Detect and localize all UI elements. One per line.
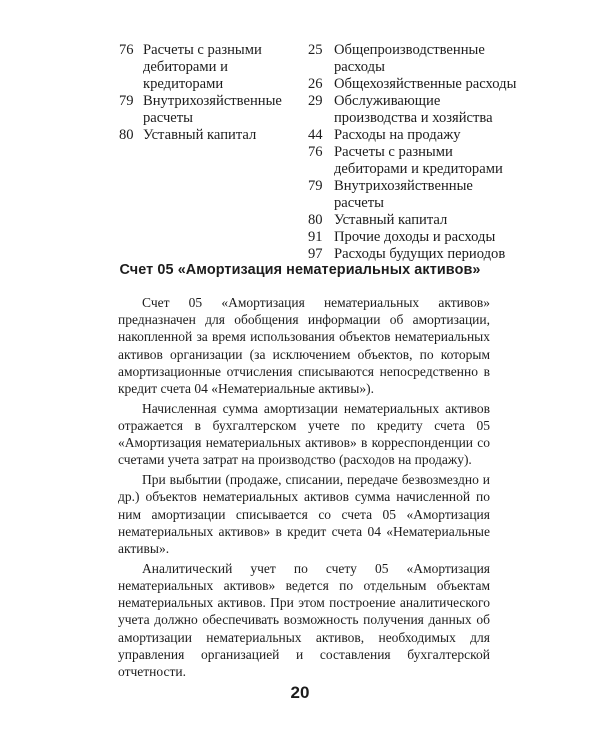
- account-entry: [308, 246, 518, 263]
- account-entry: [308, 178, 518, 212]
- account-entry: [308, 144, 518, 178]
- account-number: 91: [308, 229, 323, 245]
- account-entry: [119, 127, 309, 144]
- paragraph: Начисленная сумма амортизации нематериальных активов отражается в бухгалтерском учете по кредиту счета 05 «Амортизация нематериальных активов» в корреспонденции со счетами учета затрат на производство (расходов на продажу).: [118, 400, 490, 468]
- account-entry: [308, 76, 518, 93]
- account-name: Расчеты с разными дебиторами и кредиторами: [143, 42, 262, 92]
- account-list-left: [119, 42, 309, 144]
- account-name: Расходы на продажу: [334, 127, 461, 143]
- account-number: 97: [308, 246, 323, 262]
- account-name: Прочие доходы и расходы: [334, 229, 496, 245]
- paragraph: Аналитический учет по счету 05 «Амортизация нематериальных активов» ведется по отдельным объектам нематериальных активов. При этом построение аналитического учета должно обеспечивать возможность получения данных об амортизации нематериальных активов, необходимых для управления организацией и составления бухгалтерской отчетности.: [118, 560, 490, 680]
- account-entry: [308, 229, 518, 246]
- account-name: Общепроизводственные расходы: [334, 42, 485, 75]
- account-number: 29: [308, 93, 323, 109]
- section-heading: Счет 05 «Амортизация нематериальных активов»: [119, 262, 481, 278]
- paragraph: При выбытии (продаже, списании, передаче безвозмездно и др.) объектов нематериальных активов сумма начисленной по ним амортизации списывается со счета 05 «Амортизация нематериальных активов» в кредит счета 04 «Нематериальные активы».: [118, 472, 490, 557]
- account-number: 26: [308, 76, 323, 92]
- account-entry: [119, 42, 309, 93]
- account-name: Внутрихозяйственные расчеты: [334, 178, 473, 211]
- account-name: Расходы будущих периодов: [334, 246, 506, 262]
- account-name: Уставный капитал: [334, 212, 448, 228]
- account-entry: [308, 212, 518, 229]
- account-number: 25: [308, 42, 323, 58]
- paragraph: Счет 05 «Амортизация нематериальных активов» предназначен для обобщения информации об амортизации, накопленной за время использования объектов нематериальных активов организации (за исключением объектов, по которым амортизационные отчисления списываются непосредственно в кредит счета 04 «Нематериальные активы»).: [118, 295, 490, 397]
- account-entry: [308, 127, 518, 144]
- account-number: 80: [119, 127, 134, 143]
- account-number: 79: [308, 178, 323, 194]
- account-name: Расчеты с разными дебиторами и кредиторами: [334, 144, 503, 177]
- account-name: Уставный капитал: [143, 127, 257, 143]
- account-name: Обслуживающие производства и хозяйства: [334, 93, 493, 126]
- section-body: [118, 294, 490, 683]
- page-number: 20: [290, 683, 310, 702]
- account-number: 79: [119, 93, 134, 109]
- account-name: Внутрихозяйственные расчеты: [143, 93, 282, 126]
- account-list-right: [308, 42, 518, 263]
- account-number: 44: [308, 127, 323, 143]
- account-number: 76: [308, 144, 323, 160]
- account-name: Общехозяйственные расходы: [334, 76, 517, 92]
- account-entry: [308, 42, 518, 76]
- account-entry: [119, 93, 309, 127]
- account-entry: [308, 93, 518, 127]
- account-number: 76: [119, 42, 134, 58]
- account-number: 80: [308, 212, 323, 228]
